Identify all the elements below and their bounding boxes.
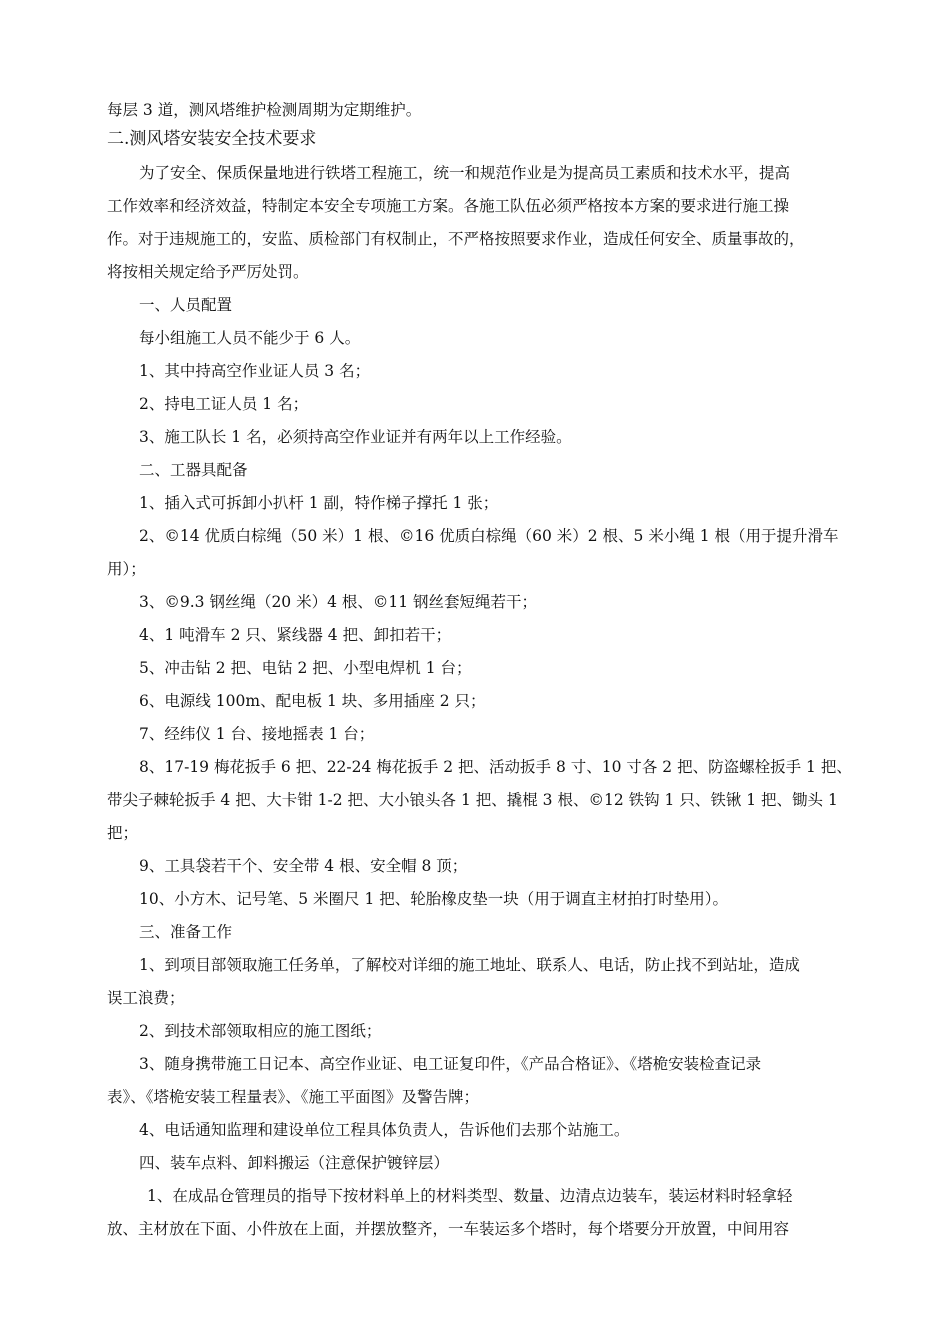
list-item: 8、17-19 梅花扳手 6 把、22-24 梅花扳手 2 把、活动扳手 8 寸、10 寸各 2 把、防盗螺栓扳手 1 把、 (139, 758, 852, 776)
paragraph-line: 将按相关规定给予严厉处罚。 (107, 263, 309, 281)
subsection-heading: 三、准备工作 (139, 923, 233, 941)
list-item: 4、电话通知监理和建设单位工程具体负责人，告诉他们去那个站施工。 (139, 1121, 630, 1139)
paragraph-line: 工作效率和经济效益，特制定本安全专项施工方案。各施工队伍必须严格按本方案的要求进行施工操 (107, 197, 790, 215)
section-heading: 二.测风塔安装安全技术要求 (107, 129, 317, 149)
list-item: 1、在成品仓管理员的指导下按材料单上的材料类型、数量、边清点边装车，装运材料时轻拿轻 (147, 1187, 793, 1205)
list-item: 1、其中持高空作业证人员 3 名； (139, 362, 371, 380)
subsection-heading: 四、装车点料、卸料搬运（注意保护镀锌层） (139, 1154, 450, 1172)
paragraph-line: 作。对于违规施工的，安监、质检部门有权制止，不严格按照要求作业，造成任何安全、质量事故的， (107, 230, 805, 248)
paragraph-line: 为了安全、保质保量地进行铁塔工程施工，统一和规范作业是为提高员工素质和技术水平，提高 (139, 164, 791, 182)
list-item: 2、持电工证人员 1 名； (139, 395, 309, 413)
list-item-continued: 用）； (107, 560, 146, 578)
subsection-heading: 二、工器具配备 (139, 461, 248, 479)
text-line: 每小组施工人员不能少于 6 人。 (139, 329, 361, 347)
list-item-continued: 放、主材放在下面、小件放在上面，并摆放整齐，一车装运多个塔时，每个塔要分开放置，中间用容 (107, 1220, 790, 1238)
list-item: 1、到项目部领取施工任务单，了解校对详细的施工地址、联系人、电话，防止找不到站址，造成 (139, 956, 800, 974)
list-item: 6、电源线 100m、配电板 1 块、多用插座 2 只； (139, 692, 486, 710)
list-item: 2、到技术部领取相应的施工图纸； (139, 1022, 382, 1040)
list-item-continued: 带尖子棘轮扳手 4 把、大卡钳 1-2 把、大小锒头各 1 把、撬棍 3 根、©12 铁钩 1 只、铁锹 1 把、锄头 1 (107, 791, 838, 809)
list-item-continued: 表》、《塔桅安装工程量表》、《施工平面图》及警告牌； (107, 1088, 480, 1106)
list-item: 3、©9.3 钢丝绳（20 米）4 根、©11 钢丝套短绳若干； (139, 593, 538, 611)
text-line: 每层 3 道，测风塔维护检测周期为定期维护。 (107, 101, 422, 119)
subsection-heading: 一、人员配置 (139, 296, 233, 314)
list-item: 7、经纬仪 1 台、接地摇表 1 台； (139, 725, 375, 743)
list-item: 3、施工队长 1 名，必须持高空作业证并有两年以上工作经验。 (139, 428, 572, 446)
list-item: 1、插入式可拆卸小扒杆 1 副，特作梯子撑托 1 张； (139, 494, 499, 512)
list-item: 10、小方木、记号笔、5 米圈尺 1 把、轮胎橡皮垫一块（用于调直主材拍打时垫用）。 (139, 890, 728, 908)
list-item-continued: 误工浪费； (107, 989, 185, 1007)
list-item: 5、冲击钻 2 把、电钻 2 把、小型电焊机 1 台； (139, 659, 472, 677)
list-item: 9、工具袋若干个、安全带 4 根、安全帽 8 顶； (139, 857, 468, 875)
list-item: 2、©14 优质白棕绳（50 米）1 根、©16 优质白棕绳（60 米）2 根、5 米小绳 1 根（用于提升滑车 (139, 527, 839, 545)
list-item: 3、随身携带施工日记本、高空作业证、电工证复印件，《产品合格证》、《塔桅安装检查记录 (139, 1055, 762, 1073)
list-item-continued: 把； (107, 824, 139, 842)
list-item: 4、1 吨滑车 2 只、紧线器 4 把、卸扣若干； (139, 626, 452, 644)
